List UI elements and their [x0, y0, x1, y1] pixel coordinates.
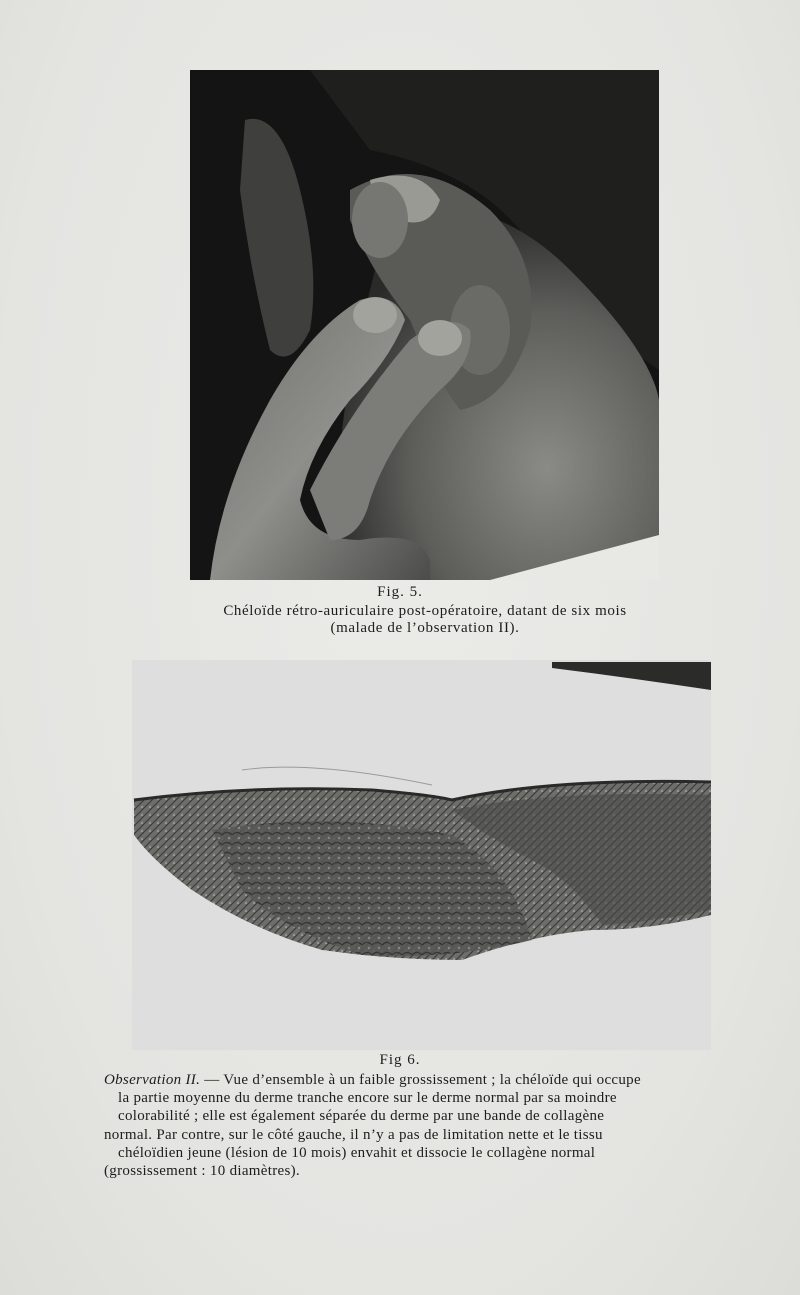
figure-6-caption	[104, 1071, 744, 1180]
figure-6-label: Fig 6.	[379, 1052, 421, 1068]
figure-6-micrograph	[132, 660, 711, 1050]
figure-6-caption-lead: Observation II.	[104, 1072, 201, 1088]
figure-5-label: Fig. 5.	[377, 584, 423, 600]
figure-6-caption-line-1	[104, 1071, 744, 1089]
figure-6-caption-line-3: colorabilité ; elle est également séparée du derme par une bande de collagène	[118, 1108, 605, 1125]
figure-6-caption-line-2: la partie moyenne du derme tranche encore sur le derme normal par sa moindre	[118, 1090, 617, 1107]
histology-section-image	[132, 660, 711, 1050]
figure-5-photograph	[190, 70, 659, 580]
figure-6-caption-line-5: chéloïdien jeune (lésion de 10 mois) envahit et dissocie le collagène normal	[118, 1144, 596, 1161]
figure-5-caption-line-1: Chéloïde rétro-auriculaire post-opératoire, datant de six mois	[223, 603, 627, 619]
figure-5-caption-line-2: (malade de l’observation II).	[330, 620, 520, 636]
ear-keloid-photo	[190, 70, 659, 580]
figure-5-caption	[150, 603, 700, 637]
figure-6-caption-line-4: normal. Par contre, sur le côté gauche, il n’y a pas de limitation nette et le tissu	[104, 1126, 603, 1143]
figure-6-caption-line-6: (grossissement : 10 diamètres).	[104, 1163, 300, 1180]
figure-6-caption-line-1-text: — Vue d’ensemble à un faible grossissement ; la chéloïde qui occupe	[200, 1072, 641, 1088]
